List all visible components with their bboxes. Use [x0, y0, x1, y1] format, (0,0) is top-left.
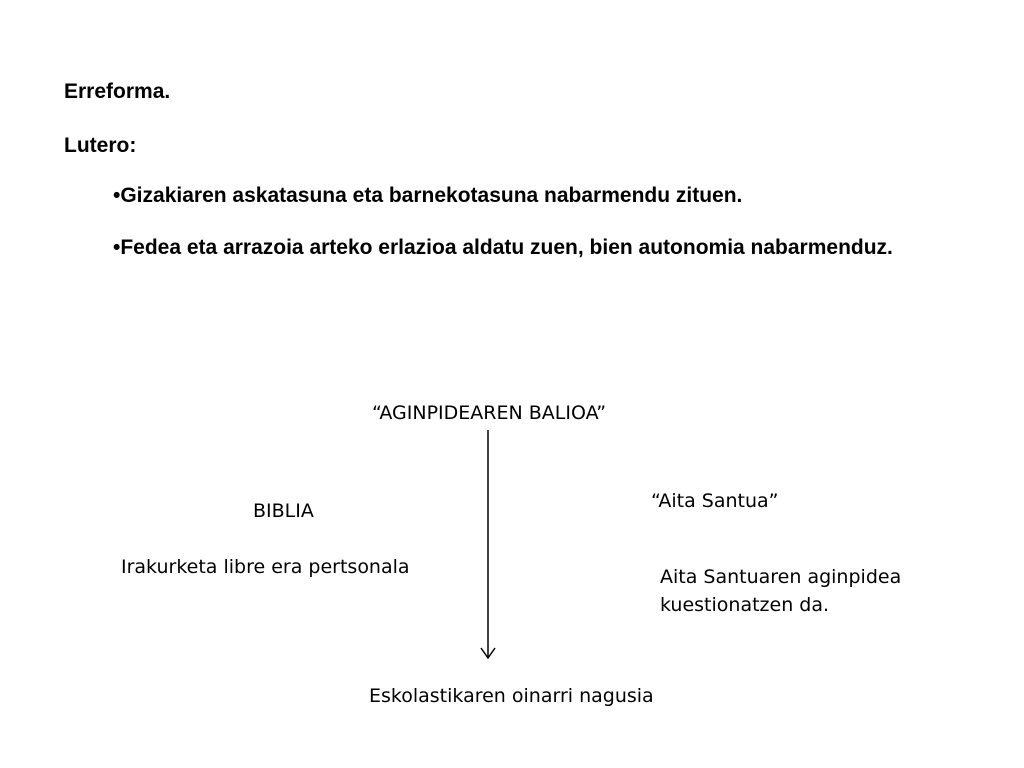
- diagram-left-heading: BIBLIA: [253, 500, 314, 522]
- slide-title: Erreforma.: [64, 80, 171, 103]
- slide-subtitle: Lutero:: [64, 134, 137, 157]
- bullet-item-2: •Fedea eta arrazoia arteko erlazioa aldatu zuen, bien autonomia nabarmenduz.: [113, 236, 893, 259]
- bullet-item-1: •Gizakiaren askatasuna eta barnekotasuna nabarmendu zituen.: [113, 184, 743, 207]
- down-arrow-icon: [478, 430, 498, 662]
- diagram-bottom-label: Eskolastikaren oinarri nagusia: [369, 685, 654, 707]
- diagram-right-description: Aita Santuaren aginpidea kuestionatzen da.: [660, 566, 902, 616]
- diagram-left-description: Irakurketa libre era pertsonala: [121, 556, 410, 578]
- diagram-right-heading: “Aita Santua”: [651, 490, 779, 512]
- diagram-center-label: “AGINPIDEAREN BALIOA”: [372, 402, 607, 424]
